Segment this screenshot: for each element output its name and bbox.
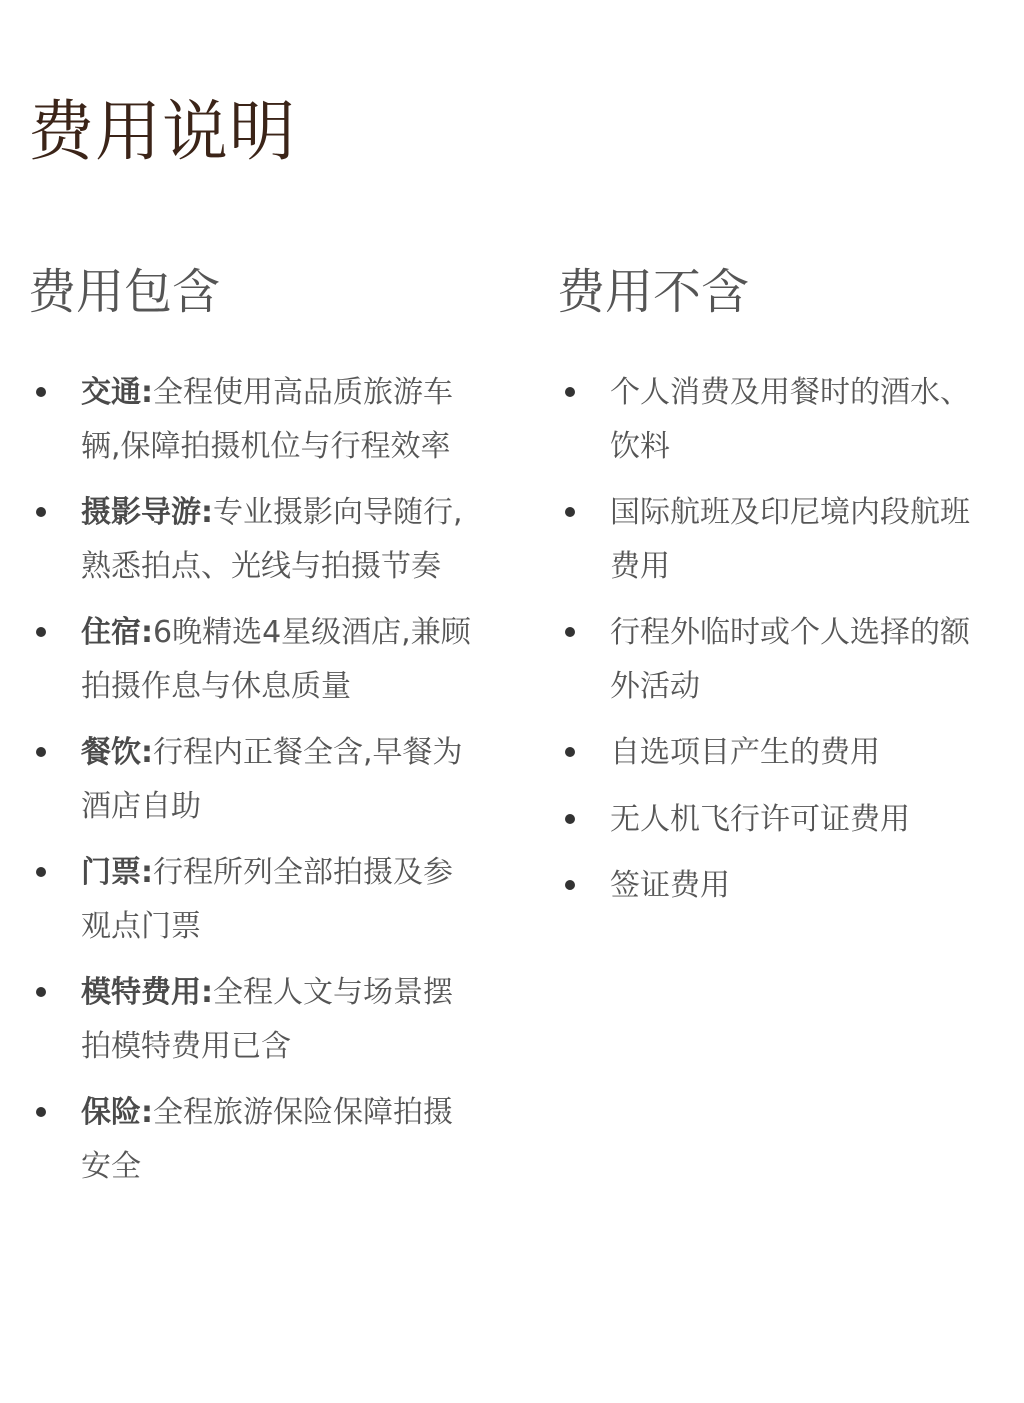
excluded-item-text: 个人消费及用餐时的酒水、饮料 [610, 375, 970, 464]
included-item-text: 行程内正餐全含,早餐为酒店自助 [81, 735, 463, 824]
included-item [28, 966, 478, 1073]
included-item [28, 606, 478, 713]
bullet-icon [565, 627, 575, 637]
bullet-icon [565, 387, 575, 397]
excluded-item [557, 859, 997, 913]
bullet-icon [36, 867, 46, 877]
excluded-section [557, 262, 997, 926]
excluded-item-text: 签证费用 [610, 868, 730, 903]
included-item-label: 门票: [81, 855, 153, 890]
bullet-icon [36, 1107, 46, 1117]
included-item-label: 住宿: [81, 615, 153, 650]
included-item-text: 全程人文与场景摆拍模特费用已含 [81, 975, 453, 1064]
included-item-label: 餐饮: [81, 735, 153, 770]
excluded-item [557, 606, 997, 713]
bullet-icon [36, 507, 46, 517]
included-item-text: 全程旅游保险保障拍摄安全 [81, 1095, 453, 1184]
included-item-text: 全程使用高品质旅游车辆,保障拍摄机位与行程效率 [81, 375, 453, 464]
bullet-icon [565, 507, 575, 517]
page-title: 费用说明 [28, 93, 296, 170]
included-item-label: 保险: [81, 1095, 153, 1130]
excluded-item [557, 366, 997, 473]
bullet-icon [565, 880, 575, 890]
excluded-item-text: 自选项目产生的费用 [610, 735, 880, 770]
included-item-text: 6晚精选4星级酒店,兼顾拍摄作息与休息质量 [81, 615, 471, 704]
excluded-item [557, 486, 997, 593]
included-item-label: 交通: [81, 375, 153, 410]
excluded-item-text: 国际航班及印尼境内段航班费用 [610, 495, 970, 584]
bullet-icon [36, 987, 46, 997]
included-item [28, 726, 478, 833]
included-item [28, 366, 478, 473]
included-item-text: 专业摄影向导随行,熟悉拍点、光线与拍摄节奏 [81, 495, 463, 584]
included-section [28, 262, 478, 1206]
excluded-item [557, 726, 997, 780]
included-item-text: 行程所列全部拍摄及参观点门票 [81, 855, 453, 944]
excluded-item [557, 793, 997, 847]
bullet-icon [36, 747, 46, 757]
bullet-icon [565, 814, 575, 824]
included-heading: 费用包含 [28, 264, 221, 320]
bullet-icon [36, 627, 46, 637]
excluded-list [557, 366, 997, 913]
included-item-label: 模特费用: [81, 975, 213, 1010]
excluded-item-text: 无人机飞行许可证费用 [610, 801, 910, 837]
excluded-heading: 费用不含 [557, 264, 750, 320]
included-list [28, 366, 478, 1193]
bullet-icon [565, 747, 575, 757]
excluded-item-text: 行程外临时或个人选择的额外活动 [610, 615, 970, 704]
included-item [28, 1086, 478, 1193]
included-item-label: 摄影导游: [81, 495, 213, 530]
included-item [28, 846, 478, 953]
included-item [28, 486, 478, 593]
bullet-icon [36, 387, 46, 397]
